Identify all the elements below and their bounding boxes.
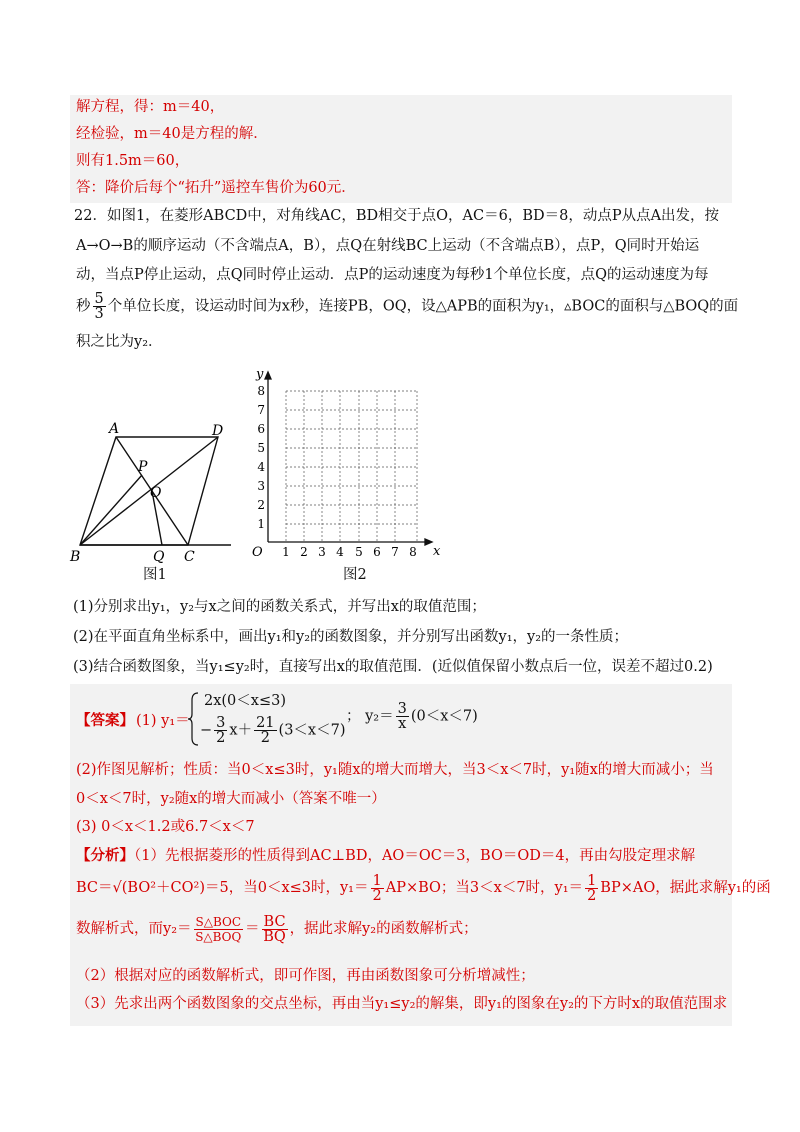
y-axis-arrow bbox=[265, 372, 271, 379]
origin-label: O bbox=[252, 545, 263, 560]
question-1: (1)分别求出y₁，y₂与x之间的函数关系式，并写出x的取值范围； bbox=[73, 599, 486, 615]
analysis-line-4: （2）根据对应的函数解析式，即可作图，再由函数图象可分析增减性； bbox=[76, 968, 535, 984]
x-tick: 5 bbox=[355, 545, 363, 559]
problem-line-1: 22．如图1，在菱形ABCD中，对角线AC，BD相交于点O，AC＝6，BD＝8，动点P从点A出发，按 bbox=[74, 208, 720, 224]
label-o: O bbox=[150, 485, 162, 501]
figure-1-rhombus bbox=[66, 415, 246, 575]
problem-line-4-post: 个单位长度，设运动时间为x秒，连接PB，OQ，设△APB的面积为y₁，▵BOC的面积与△BOQ的面 bbox=[107, 298, 739, 315]
x-tick: 2 bbox=[300, 545, 308, 559]
x-axis-label: x bbox=[433, 544, 441, 559]
analysis-line-1: 【分析】（1）先根据菱形的性质得到AC⊥BD，AO＝OC＝3，BO＝OD＝4，再由勾股定理求解 bbox=[76, 847, 696, 864]
question-3: (3)结合函数图象，当y₁≤y₂时，直接写出x的取值范围．(近似值保留小数点后一位，误差不超过0.2) bbox=[73, 659, 713, 675]
grid-lines bbox=[286, 391, 417, 542]
analysis-line-3: 数解析式，而y₂＝ $\frac{\text{S△BOC}}{\text{S△BOQ}}$ ＝ $\frac{BC}{BQ}$ ，据此求解y₂的函数解析式； bbox=[76, 913, 478, 945]
y-axis-label: y bbox=[256, 367, 264, 382]
piecewise-case-2: − $\frac{3}{2}$ x＋ $\frac{21}{2}$ (3＜x＜7) bbox=[200, 715, 346, 746]
x-tick: 7 bbox=[391, 545, 399, 559]
segment-pb bbox=[80, 475, 142, 545]
x-tick: 3 bbox=[318, 545, 326, 559]
y-tick: 4 bbox=[257, 460, 265, 474]
problem-line-4 bbox=[76, 292, 738, 321]
answer-1-prefix: (1) y₁＝ bbox=[136, 713, 190, 729]
answer-label: 【答案】 bbox=[76, 712, 134, 729]
label-c: C bbox=[184, 549, 195, 565]
answer-3: (3) 0＜x＜1.2或6.7＜x＜7 bbox=[76, 819, 255, 835]
y-tick: 7 bbox=[257, 403, 265, 417]
x-axis-arrow bbox=[425, 539, 432, 545]
analysis-line-2: BC＝√(BO²＋CO²)＝5，当0＜x≤3时，y₁＝ $\frac{1}{2}$ AP×BO；当3＜x＜7时，y₁＝ $\frac{1}{2}$ BP×AO，据此求解y₁的函 bbox=[76, 872, 771, 904]
y-tick: 3 bbox=[257, 479, 265, 493]
solution-line-2: 经检验，m＝40是方程的解． bbox=[76, 126, 268, 142]
piecewise-case-1: 2x(0＜x≤3) bbox=[204, 693, 286, 709]
figure-1-caption: 图1 bbox=[143, 567, 167, 583]
answer-1-y2: ； y₂＝ $\frac{3}{x}$ (0＜x＜7) bbox=[346, 701, 478, 732]
problem-line-2: A→O→B的顺序运动（不含端点A，B），点Q在射线BC上运动（不含端点B），点P，Q同时开始运 bbox=[76, 238, 700, 254]
answer-2-line-1: (2)作图见解析；性质：当0＜x≤3时，y₁随x的增大而增大，当3＜x＜7时，y₁随x的增大而减小；当 bbox=[76, 762, 714, 778]
problem-line-5: 积之比为y₂． bbox=[76, 334, 163, 350]
piecewise-brace bbox=[188, 692, 200, 746]
label-a: A bbox=[109, 421, 120, 437]
speed-fraction: $\frac{5}{3}$ bbox=[94, 291, 104, 322]
solution-line-4: 答：降价后每个“拓升”遥控车售价为60元． bbox=[76, 180, 356, 196]
x-tick: 1 bbox=[282, 545, 290, 559]
y-tick: 6 bbox=[257, 422, 265, 436]
solution-line-3: 则有1.5m＝60， bbox=[76, 153, 190, 169]
figure-2-caption: 图2 bbox=[343, 567, 367, 583]
y-tick: 5 bbox=[257, 441, 265, 455]
diagonal-bd bbox=[80, 437, 218, 545]
x-tick: 6 bbox=[373, 545, 381, 559]
solution-line-1: 解方程，得：m＝40， bbox=[76, 99, 225, 115]
y-tick: 8 bbox=[257, 384, 265, 398]
label-d: D bbox=[212, 423, 224, 439]
x-tick: 4 bbox=[336, 545, 344, 559]
analysis-line-5: （3）先求出两个函数图象的交点坐标，再由当y₁≤y₂的解集，即y₁的图象在y₂的下方时x的取值范围求 bbox=[76, 996, 728, 1012]
answer-1 bbox=[76, 690, 716, 748]
figure-2-grid bbox=[250, 362, 450, 562]
problem-line-3: 动，当点P停止运动，点Q同时停止运动．点P的运动速度为每秒1个单位长度，点Q的运动速度为每 bbox=[76, 267, 709, 283]
label-b: B bbox=[70, 549, 81, 565]
problem-line-4-pre: 秒 bbox=[76, 298, 91, 315]
x-tick: 8 bbox=[409, 545, 417, 559]
label-p: P bbox=[138, 459, 148, 475]
label-q: Q bbox=[153, 549, 165, 565]
y-tick: 2 bbox=[257, 498, 265, 512]
question-2: (2)在平面直角坐标系中，画出y₁和y₂的函数图象，并分别写出函数y₁，y₂的一条性质； bbox=[73, 629, 629, 645]
y-tick: 1 bbox=[257, 517, 265, 531]
answer-2-line-2: 0＜x＜7时，y₂随x的增大而减小（答案不唯一） bbox=[76, 791, 386, 807]
